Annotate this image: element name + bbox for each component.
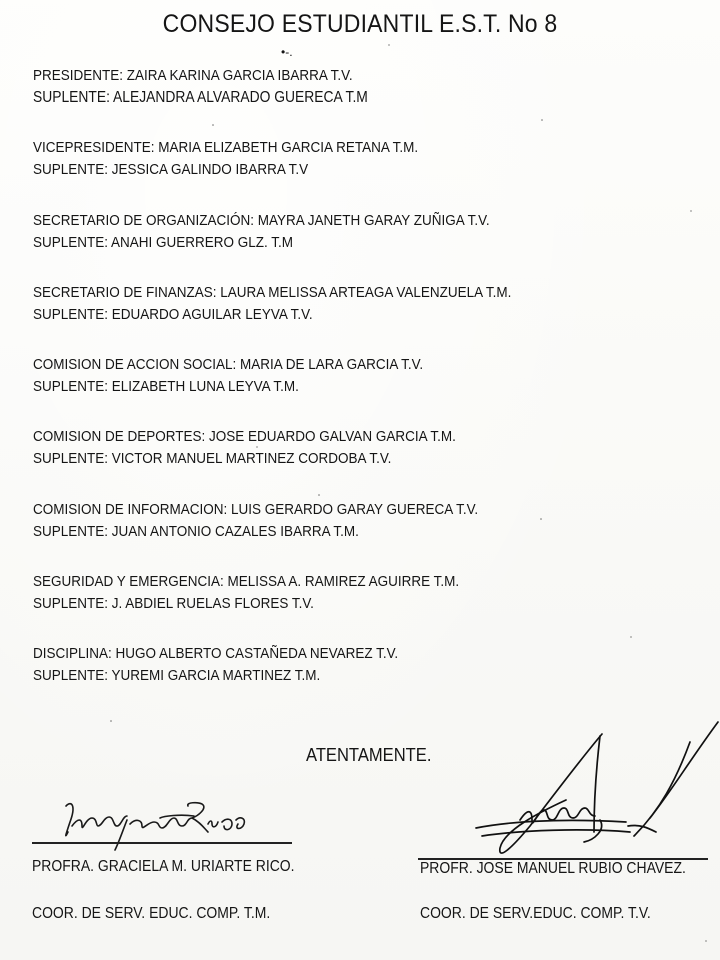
role-position: VICEPRESIDENTE: MARIA ELIZABETH GARCIA RETANA T.M.	[33, 139, 419, 157]
role-entry-accion-social	[33, 354, 713, 426]
title-ornament: •-.	[281, 45, 293, 59]
scan-speck	[541, 119, 543, 121]
scan-speck	[318, 494, 320, 496]
role-position: COMISION DE ACCION SOCIAL: MARIA DE LARA GARCIA T.V.	[33, 356, 424, 374]
role-substitute: SUPLENTE: EDUARDO AGUILAR LEYVA T.V.	[33, 305, 313, 323]
closing-text: ATENTAMENTE.	[306, 745, 432, 765]
right-signer-position: COOR. DE SERV.EDUC. COMP. T.V.	[420, 905, 651, 922]
left-signer-name: PROFRA. GRACIELA M. URIARTE RICO.	[32, 858, 295, 875]
role-entry-finanzas	[33, 282, 713, 354]
role-substitute: SUPLENTE: ALEJANDRA ALVARADO GUERECA T.M	[33, 89, 368, 106]
scan-speck	[110, 720, 112, 722]
role-substitute: SUPLENTE: VICTOR MANUEL MARTINEZ CORDOBA T.V.	[33, 450, 392, 468]
role-substitute: SUPLENTE: JESSICA GALINDO IBARRA T.V	[33, 161, 309, 179]
role-substitute: SUPLENTE: YUREMI GARCIA MARTINEZ T.M.	[33, 667, 321, 685]
role-position: SEGURIDAD Y EMERGENCIA: MELISSA A. RAMIREZ AGUIRRE T.M.	[33, 573, 460, 591]
scan-speck	[256, 446, 258, 448]
role-entry-seguridad	[33, 571, 713, 643]
role-substitute: SUPLENTE: JUAN ANTONIO CAZALES IBARRA T.M.	[33, 522, 359, 540]
left-signature-line	[32, 842, 292, 844]
role-entry-vicepresidente	[33, 137, 713, 209]
role-position: DISCIPLINA: HUGO ALBERTO CASTAÑEDA NEVAREZ T.V.	[33, 645, 399, 663]
scan-speck	[630, 636, 632, 638]
scan-speck	[690, 210, 692, 212]
scan-speck	[540, 518, 542, 520]
left-signer-position: COOR. DE SERV. EDUC. COMP. T.M.	[32, 905, 271, 922]
role-entry-deportes	[33, 426, 713, 498]
role-entry-organizacion	[33, 210, 713, 282]
scan-speck	[388, 44, 390, 46]
role-substitute: SUPLENTE: ELIZABETH LUNA LEYVA T.M.	[33, 378, 299, 396]
role-entry-disciplina	[33, 643, 713, 715]
right-signature-icon	[476, 722, 718, 853]
role-entry-presidente	[33, 65, 713, 137]
roles-list	[33, 65, 713, 716]
role-position: SECRETARIO DE ORGANIZACIÓN: MAYRA JANETH GARAY ZUÑIGA T.V.	[33, 211, 490, 229]
right-signer-name: PROFR. JOSE MANUEL RUBIO CHAVEZ.	[420, 860, 686, 877]
role-position: SECRETARIO DE FINANZAS: LAURA MELISSA ARTEAGA VALENZUELA T.M.	[33, 283, 512, 301]
scan-speck	[705, 940, 707, 942]
role-position: COMISION DE INFORMACION: LUIS GERARDO GARAY GUERECA T.V.	[33, 500, 479, 518]
role-substitute: SUPLENTE: J. ABDIEL RUELAS FLORES T.V.	[33, 595, 314, 613]
role-position: COMISION DE DEPORTES: JOSE EDUARDO GALVAN GARCIA T.M.	[33, 428, 456, 446]
role-position: PRESIDENTE: ZAIRA KARINA GARCIA IBARRA T.V.	[33, 67, 353, 84]
role-entry-informacion	[33, 499, 713, 571]
role-substitute: SUPLENTE: ANAHI GUERRERO GLZ. T.M	[33, 233, 294, 251]
document-title: CONSEJO ESTUDIANTIL E.S.T. No 8	[162, 10, 558, 38]
scan-speck	[212, 124, 214, 126]
